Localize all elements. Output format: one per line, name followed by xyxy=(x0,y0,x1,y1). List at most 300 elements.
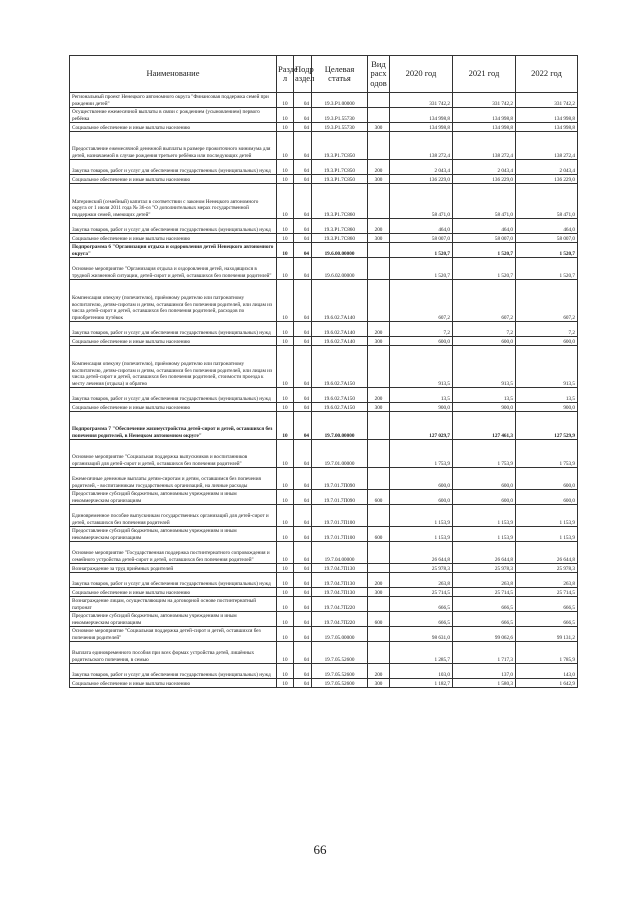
table-row xyxy=(70,468,578,490)
cell-2022: 331 742,2 xyxy=(516,93,578,108)
cell-2022: 1 520,7 xyxy=(516,258,578,280)
cell-name: Закупка товаров, работ и услуг для обеспечения государственных (муниципальных) нужд xyxy=(70,219,277,234)
table-row xyxy=(70,388,578,403)
cell-target: 19.6.02.7A150 xyxy=(312,403,368,412)
cell-section: 10 xyxy=(277,627,294,642)
table-row xyxy=(70,160,578,175)
cell-name: Ежемесячные денежные выплаты детям-сиротам и детям, оставшимся без попечения родителей, - воспитанникам государственных организаций, на личные расходы xyxy=(70,468,277,490)
cell-section: 10 xyxy=(277,93,294,108)
cell-expense-type: 300 xyxy=(368,588,390,597)
cell-subsection: 04 xyxy=(294,234,312,243)
cell-expense-type xyxy=(368,597,390,612)
cell-target: 19.6.02.7A150 xyxy=(312,388,368,403)
table-row xyxy=(70,412,578,440)
cell-subsection: 04 xyxy=(294,468,312,490)
cell-section: 10 xyxy=(277,175,294,184)
cell-subsection: 04 xyxy=(294,642,312,664)
table-row xyxy=(70,679,578,688)
cell-2021: 607,2 xyxy=(453,280,516,322)
cell-name: Социальное обеспечение и иные выплаты населению xyxy=(70,679,277,688)
cell-2022: 138 272,4 xyxy=(516,132,578,160)
cell-name: Закупка товаров, работ и услуг для обеспечения государственных (муниципальных) нужд xyxy=(70,664,277,679)
cell-section: 10 xyxy=(277,490,294,505)
cell-2021: 2 043,4 xyxy=(453,160,516,175)
table-row xyxy=(70,573,578,588)
table-row xyxy=(70,337,578,346)
cell-target: 19.6.02.00000 xyxy=(312,258,368,280)
cell-2022: 136 229,0 xyxy=(516,175,578,184)
cell-subsection: 04 xyxy=(294,93,312,108)
table-row xyxy=(70,219,578,234)
table-row xyxy=(70,175,578,184)
cell-2021: 136 229,0 xyxy=(453,175,516,184)
cell-2021: 1 717,3 xyxy=(453,642,516,664)
cell-target: 19.7.04.7П130 xyxy=(312,564,368,573)
cell-expense-type xyxy=(368,468,390,490)
table-row xyxy=(70,627,578,642)
header-2022: 2022 год xyxy=(516,56,578,93)
cell-section: 10 xyxy=(277,612,294,627)
cell-2020: 103,0 xyxy=(390,664,453,679)
cell-section: 10 xyxy=(277,108,294,123)
cell-2022: 2 043,4 xyxy=(516,160,578,175)
cell-2022: 134 998,8 xyxy=(516,108,578,123)
cell-subsection: 04 xyxy=(294,588,312,597)
cell-subsection: 04 xyxy=(294,403,312,412)
table-row xyxy=(70,440,578,468)
cell-2020: 26 644,8 xyxy=(390,542,453,564)
cell-2022: 464,0 xyxy=(516,219,578,234)
cell-expense-type: 600 xyxy=(368,527,390,542)
cell-section: 10 xyxy=(277,132,294,160)
cell-target: 19.3.P1.7C850 xyxy=(312,175,368,184)
cell-target: 19.7.05.52600 xyxy=(312,642,368,664)
cell-expense-type xyxy=(368,243,390,258)
cell-2020: 1 285,7 xyxy=(390,642,453,664)
cell-section: 10 xyxy=(277,123,294,132)
header-section: Разде л xyxy=(277,56,294,93)
cell-target: 19.7.04.00000 xyxy=(312,542,368,564)
cell-2021: 464,0 xyxy=(453,219,516,234)
cell-section: 10 xyxy=(277,280,294,322)
header-target: Целевая статья xyxy=(312,56,368,93)
cell-expense-type: 600 xyxy=(368,612,390,627)
cell-section: 10 xyxy=(277,160,294,175)
cell-subsection: 04 xyxy=(294,505,312,527)
cell-2020: 600,0 xyxy=(390,468,453,490)
cell-subsection: 04 xyxy=(294,679,312,688)
header-subsection: Подр аздел xyxy=(294,56,312,93)
cell-subsection: 04 xyxy=(294,564,312,573)
cell-section: 10 xyxy=(277,440,294,468)
cell-section: 10 xyxy=(277,664,294,679)
cell-2020: 331 742,2 xyxy=(390,93,453,108)
cell-subsection: 04 xyxy=(294,388,312,403)
cell-2021: 99 062,6 xyxy=(453,627,516,642)
cell-2022: 13,5 xyxy=(516,388,578,403)
cell-expense-type xyxy=(368,132,390,160)
cell-name: Подпрограмма 7 "Обеспечение жизнеустройства детей-сирот и детей, оставшихся без попечения родителей, в Ненецком автономном округе" xyxy=(70,412,277,440)
cell-name: Социальное обеспечение и иные выплаты населению xyxy=(70,337,277,346)
cell-target: 19.7.01.7П090 xyxy=(312,490,368,505)
table-row xyxy=(70,234,578,243)
cell-expense-type: 300 xyxy=(368,175,390,184)
cell-2021: 25 978,3 xyxy=(453,564,516,573)
cell-2022: 58 007,0 xyxy=(516,234,578,243)
cell-subsection: 04 xyxy=(294,542,312,564)
cell-name: Закупка товаров, работ и услуг для обеспечения государственных (муниципальных) нужд xyxy=(70,573,277,588)
cell-expense-type: 600 xyxy=(368,490,390,505)
cell-2022: 25 978,3 xyxy=(516,564,578,573)
cell-name: Региональный проект Ненецкого автономного округа "Финансовая поддержка семей при рождении детей" xyxy=(70,93,277,108)
cell-target: 19.7.04.7П220 xyxy=(312,612,368,627)
cell-expense-type xyxy=(368,564,390,573)
cell-target: 19.3.P1.00000 xyxy=(312,93,368,108)
table-row xyxy=(70,123,578,132)
cell-subsection: 04 xyxy=(294,490,312,505)
cell-target: 19.7.05.00000 xyxy=(312,627,368,642)
cell-expense-type xyxy=(368,505,390,527)
cell-name: Вознаграждение лицам, осуществляющим на договорной основе постинтернатный патронат xyxy=(70,597,277,612)
cell-2020: 600,0 xyxy=(390,490,453,505)
table-row xyxy=(70,93,578,108)
cell-expense-type: 200 xyxy=(368,573,390,588)
cell-2022: 58 471,0 xyxy=(516,184,578,219)
cell-2022: 600,0 xyxy=(516,337,578,346)
cell-2022: 99 131,2 xyxy=(516,627,578,642)
cell-subsection: 04 xyxy=(294,612,312,627)
table-row xyxy=(70,322,578,337)
cell-2021: 127 461,3 xyxy=(453,412,516,440)
cell-target: 19.3.P1.7C850 xyxy=(312,132,368,160)
cell-2020: 263,8 xyxy=(390,573,453,588)
cell-section: 10 xyxy=(277,403,294,412)
cell-subsection: 04 xyxy=(294,337,312,346)
cell-name: Подпрограмма 6 "Организация отдыха и оздоровления детей Ненецкого автономного округа" xyxy=(70,243,277,258)
cell-target: 19.7.05.52600 xyxy=(312,679,368,688)
cell-target: 19.3.P1.55730 xyxy=(312,123,368,132)
table-row xyxy=(70,505,578,527)
cell-target: 19.3.P1.7C860 xyxy=(312,184,368,219)
cell-2021: 600,0 xyxy=(453,490,516,505)
cell-expense-type xyxy=(368,642,390,664)
cell-target: 19.3.P1.7C860 xyxy=(312,219,368,234)
cell-subsection: 04 xyxy=(294,597,312,612)
cell-expense-type: 300 xyxy=(368,403,390,412)
cell-2022: 1 153,9 xyxy=(516,527,578,542)
cell-section: 10 xyxy=(277,412,294,440)
cell-name: Закупка товаров, работ и услуг для обеспечения государственных (муниципальных) нужд xyxy=(70,322,277,337)
cell-subsection: 04 xyxy=(294,184,312,219)
cell-2021: 1 520,7 xyxy=(453,258,516,280)
cell-name: Основное мероприятие "Государственная поддержка постинтернатного сопровождения и семейного устройства детей-сирот и детей, оставшихся без попечения родителей" xyxy=(70,542,277,564)
cell-subsection: 04 xyxy=(294,527,312,542)
cell-target: 19.3.P1.7C860 xyxy=(312,234,368,243)
cell-subsection: 04 xyxy=(294,573,312,588)
cell-2021: 666,5 xyxy=(453,612,516,627)
cell-name: Предоставление субсидий бюджетным, автономным учреждениям и иным некоммерческим организациям xyxy=(70,612,277,627)
cell-expense-type xyxy=(368,440,390,468)
cell-name: Материнский (семейный) капитал в соответствии с законом Ненецкого автономного округа от 1 июля 2011 года № 36-оз "О дополнительных мерах государственной поддержки семей, имеющих детей" xyxy=(70,184,277,219)
cell-2020: 134 998,8 xyxy=(390,123,453,132)
cell-subsection: 04 xyxy=(294,258,312,280)
cell-section: 10 xyxy=(277,258,294,280)
table-row xyxy=(70,258,578,280)
cell-2022: 600,0 xyxy=(516,468,578,490)
cell-expense-type xyxy=(368,258,390,280)
cell-2021: 58 471,0 xyxy=(453,184,516,219)
cell-2020: 900,0 xyxy=(390,403,453,412)
cell-2022: 666,5 xyxy=(516,597,578,612)
cell-2022: 607,2 xyxy=(516,280,578,322)
cell-2020: 1 520,7 xyxy=(390,258,453,280)
cell-subsection: 04 xyxy=(294,219,312,234)
cell-2021: 26 644,8 xyxy=(453,542,516,564)
cell-subsection: 04 xyxy=(294,322,312,337)
cell-subsection: 04 xyxy=(294,160,312,175)
cell-section: 10 xyxy=(277,564,294,573)
header-2021: 2021 год xyxy=(453,56,516,93)
cell-subsection: 04 xyxy=(294,440,312,468)
table-row xyxy=(70,280,578,322)
table-body xyxy=(70,93,578,688)
cell-section: 10 xyxy=(277,679,294,688)
cell-name: Основное мероприятие "Организация отдыха и оздоровления детей, находящихся в трудной жизненной ситуации, детей-сирот и детей, оставшихся без попечения родителей" xyxy=(70,258,277,280)
cell-target: 19.6.02.7A140 xyxy=(312,280,368,322)
cell-name: Предоставление субсидий бюджетным, автономным учреждениям и иным некоммерческим организациям xyxy=(70,527,277,542)
cell-2020: 127 029,7 xyxy=(390,412,453,440)
cell-2020: 607,2 xyxy=(390,280,453,322)
cell-2022: 666,5 xyxy=(516,612,578,627)
table-row xyxy=(70,403,578,412)
cell-target: 19.7.04.7П130 xyxy=(312,573,368,588)
cell-section: 10 xyxy=(277,642,294,664)
cell-expense-type: 200 xyxy=(368,160,390,175)
cell-name: Социальное обеспечение и иные выплаты населению xyxy=(70,175,277,184)
cell-2020: 98 631,0 xyxy=(390,627,453,642)
cell-2020: 134 998,8 xyxy=(390,108,453,123)
cell-target: 19.7.04.7П220 xyxy=(312,597,368,612)
cell-target: 19.7.01.7П090 xyxy=(312,468,368,490)
table-row xyxy=(70,612,578,627)
budget-table xyxy=(69,55,578,688)
cell-section: 10 xyxy=(277,468,294,490)
cell-2020: 7,2 xyxy=(390,322,453,337)
cell-2020: 25 978,3 xyxy=(390,564,453,573)
cell-expense-type: 300 xyxy=(368,234,390,243)
cell-subsection: 04 xyxy=(294,175,312,184)
cell-2022: 1 785,9 xyxy=(516,642,578,664)
table-row xyxy=(70,527,578,542)
cell-expense-type: 200 xyxy=(368,664,390,679)
table-header-row xyxy=(70,56,578,93)
table-row xyxy=(70,132,578,160)
cell-subsection: 04 xyxy=(294,132,312,160)
cell-expense-type: 300 xyxy=(368,123,390,132)
cell-2020: 1 182,7 xyxy=(390,679,453,688)
cell-2021: 138 272,4 xyxy=(453,132,516,160)
cell-2020: 666,5 xyxy=(390,597,453,612)
cell-2021: 666,5 xyxy=(453,597,516,612)
cell-2022: 600,0 xyxy=(516,490,578,505)
cell-2022: 26 644,8 xyxy=(516,542,578,564)
cell-2022: 134 998,8 xyxy=(516,123,578,132)
table-row xyxy=(70,588,578,597)
table-row xyxy=(70,542,578,564)
cell-section: 10 xyxy=(277,346,294,388)
cell-2021: 900,0 xyxy=(453,403,516,412)
cell-2021: 137,0 xyxy=(453,664,516,679)
header-expense-type: Вид расх одов xyxy=(368,56,390,93)
cell-2020: 13,5 xyxy=(390,388,453,403)
cell-2021: 13,5 xyxy=(453,388,516,403)
cell-2022: 913,5 xyxy=(516,346,578,388)
cell-name: Социальное обеспечение и иные выплаты населению xyxy=(70,123,277,132)
cell-section: 10 xyxy=(277,337,294,346)
cell-subsection: 04 xyxy=(294,664,312,679)
cell-target: 19.7.01.7П100 xyxy=(312,527,368,542)
cell-2022: 1 520,7 xyxy=(516,243,578,258)
cell-2022: 25 714,5 xyxy=(516,588,578,597)
cell-2021: 1 520,7 xyxy=(453,243,516,258)
cell-2020: 1 520,7 xyxy=(390,243,453,258)
cell-2021: 913,5 xyxy=(453,346,516,388)
cell-2020: 1 753,9 xyxy=(390,440,453,468)
cell-name: Закупка товаров, работ и услуг для обеспечения государственных (муниципальных) нужд xyxy=(70,388,277,403)
cell-subsection: 04 xyxy=(294,627,312,642)
table-row xyxy=(70,108,578,123)
cell-section: 10 xyxy=(277,388,294,403)
cell-2021: 1 753,9 xyxy=(453,440,516,468)
cell-target: 19.7.04.7П130 xyxy=(312,588,368,597)
cell-name: Закупка товаров, работ и услуг для обеспечения государственных (муниципальных) нужд xyxy=(70,160,277,175)
cell-name: Социальное обеспечение и иные выплаты населению xyxy=(70,234,277,243)
cell-2020: 1 153,9 xyxy=(390,505,453,527)
cell-section: 10 xyxy=(277,573,294,588)
cell-section: 10 xyxy=(277,322,294,337)
cell-2022: 1 642,9 xyxy=(516,679,578,688)
cell-section: 10 xyxy=(277,505,294,527)
cell-expense-type: 200 xyxy=(368,322,390,337)
cell-section: 10 xyxy=(277,243,294,258)
cell-name: Компенсация опекуну (попечителю), приёмному родителю или патронатному воспитателю, детям-сиротам и детям, оставшимся без попечения родителей, или лицам из числа детей-сирот и детей, оставшихся без попечения родителей, расходов по приобретению путёвок xyxy=(70,280,277,322)
cell-subsection: 04 xyxy=(294,123,312,132)
cell-expense-type xyxy=(368,346,390,388)
cell-2022: 1 753,9 xyxy=(516,440,578,468)
cell-2021: 1 153,9 xyxy=(453,527,516,542)
table-row xyxy=(70,564,578,573)
cell-target: 19.7.05.52600 xyxy=(312,664,368,679)
cell-expense-type xyxy=(368,108,390,123)
cell-expense-type xyxy=(368,542,390,564)
cell-target: 19.6.02.7A140 xyxy=(312,337,368,346)
cell-target: 19.7.00.00000 xyxy=(312,412,368,440)
cell-target: 19.6.00.00000 xyxy=(312,243,368,258)
cell-expense-type: 200 xyxy=(368,388,390,403)
cell-subsection: 04 xyxy=(294,243,312,258)
cell-section: 10 xyxy=(277,542,294,564)
cell-section: 10 xyxy=(277,219,294,234)
cell-name: Выплата единовременного пособия при всех формах устройства детей, лишённых родительского попечения, в семью xyxy=(70,642,277,664)
cell-subsection: 04 xyxy=(294,108,312,123)
cell-2021: 1 153,9 xyxy=(453,505,516,527)
cell-2022: 127 529,9 xyxy=(516,412,578,440)
cell-2022: 1 153,9 xyxy=(516,505,578,527)
cell-subsection: 04 xyxy=(294,280,312,322)
cell-2020: 2 043,4 xyxy=(390,160,453,175)
table-row xyxy=(70,664,578,679)
cell-2021: 331 742,2 xyxy=(453,93,516,108)
cell-2020: 913,5 xyxy=(390,346,453,388)
cell-expense-type xyxy=(368,627,390,642)
cell-2020: 138 272,4 xyxy=(390,132,453,160)
cell-2022: 143,0 xyxy=(516,664,578,679)
cell-2022: 263,8 xyxy=(516,573,578,588)
cell-2021: 1 580,3 xyxy=(453,679,516,688)
cell-section: 10 xyxy=(277,234,294,243)
cell-expense-type xyxy=(368,93,390,108)
cell-2021: 7,2 xyxy=(453,322,516,337)
cell-target: 19.7.01.7П100 xyxy=(312,505,368,527)
cell-name: Вознаграждение за труд приёмных родителей xyxy=(70,564,277,573)
cell-target: 19.6.02.7A140 xyxy=(312,322,368,337)
cell-name: Компенсация опекуну (попечителю), приёмному родителю или патронатному воспитателю, детям-сиротам и детям, оставшимся без попечения родителей, или лицам из числа детей-сирот и детей, оставшихся без попечения родителей, стоимости проезда к месту лечения (отдыха) и обратно xyxy=(70,346,277,388)
cell-expense-type: 300 xyxy=(368,679,390,688)
cell-name: Осуществление ежемесячной выплаты в связи с рождением (усыновлением) первого ребёнка xyxy=(70,108,277,123)
cell-2021: 600,0 xyxy=(453,468,516,490)
cell-target: 19.7.01.00000 xyxy=(312,440,368,468)
cell-2020: 1 153,9 xyxy=(390,527,453,542)
cell-name: Социальное обеспечение и иные выплаты населению xyxy=(70,403,277,412)
cell-expense-type xyxy=(368,280,390,322)
cell-name: Предоставление ежемесячной денежной выплаты в размере прожиточного минимума для детей, назначаемой в случае рождения третьего ребёнка или последующих детей xyxy=(70,132,277,160)
cell-2020: 600,0 xyxy=(390,337,453,346)
cell-name: Предоставление субсидий бюджетным, автономным учреждениям и иным некоммерческим организациям xyxy=(70,490,277,505)
table-row xyxy=(70,642,578,664)
cell-2021: 58 007,0 xyxy=(453,234,516,243)
cell-expense-type: 300 xyxy=(368,337,390,346)
cell-name: Основное мероприятие "Социальная поддержка детей-сирот и детей, оставшихся без попечения родителей" xyxy=(70,627,277,642)
cell-2021: 263,8 xyxy=(453,573,516,588)
cell-subsection: 04 xyxy=(294,412,312,440)
cell-2020: 58 007,0 xyxy=(390,234,453,243)
cell-section: 10 xyxy=(277,588,294,597)
cell-expense-type: 200 xyxy=(368,219,390,234)
cell-2021: 600,0 xyxy=(453,337,516,346)
header-name: Наименование xyxy=(70,56,277,93)
cell-2020: 666,5 xyxy=(390,612,453,627)
cell-2020: 136 229,0 xyxy=(390,175,453,184)
cell-section: 10 xyxy=(277,597,294,612)
cell-target: 19.3.P1.7C850 xyxy=(312,160,368,175)
cell-target: 19.6.02.7A150 xyxy=(312,346,368,388)
cell-2020: 464,0 xyxy=(390,219,453,234)
table-row xyxy=(70,490,578,505)
table-row xyxy=(70,346,578,388)
header-2020: 2020 год xyxy=(390,56,453,93)
cell-subsection: 04 xyxy=(294,346,312,388)
budget-sheet xyxy=(69,55,577,688)
cell-2021: 25 714,5 xyxy=(453,588,516,597)
cell-name: Единовременное пособие выпускникам государственных организаций для детей-сирот и детей, оставшихся без попечения родителей xyxy=(70,505,277,527)
table-row xyxy=(70,597,578,612)
cell-target: 19.3.P1.55730 xyxy=(312,108,368,123)
table-row xyxy=(70,184,578,219)
cell-name: Социальное обеспечение и иные выплаты населению xyxy=(70,588,277,597)
cell-2020: 25 714,5 xyxy=(390,588,453,597)
cell-name: Основное мероприятие "Социальная поддержка выпускников и воспитанников организаций для детей-сирот и детей, оставшихся без попечения родителей" xyxy=(70,440,277,468)
cell-2021: 134 998,8 xyxy=(453,108,516,123)
